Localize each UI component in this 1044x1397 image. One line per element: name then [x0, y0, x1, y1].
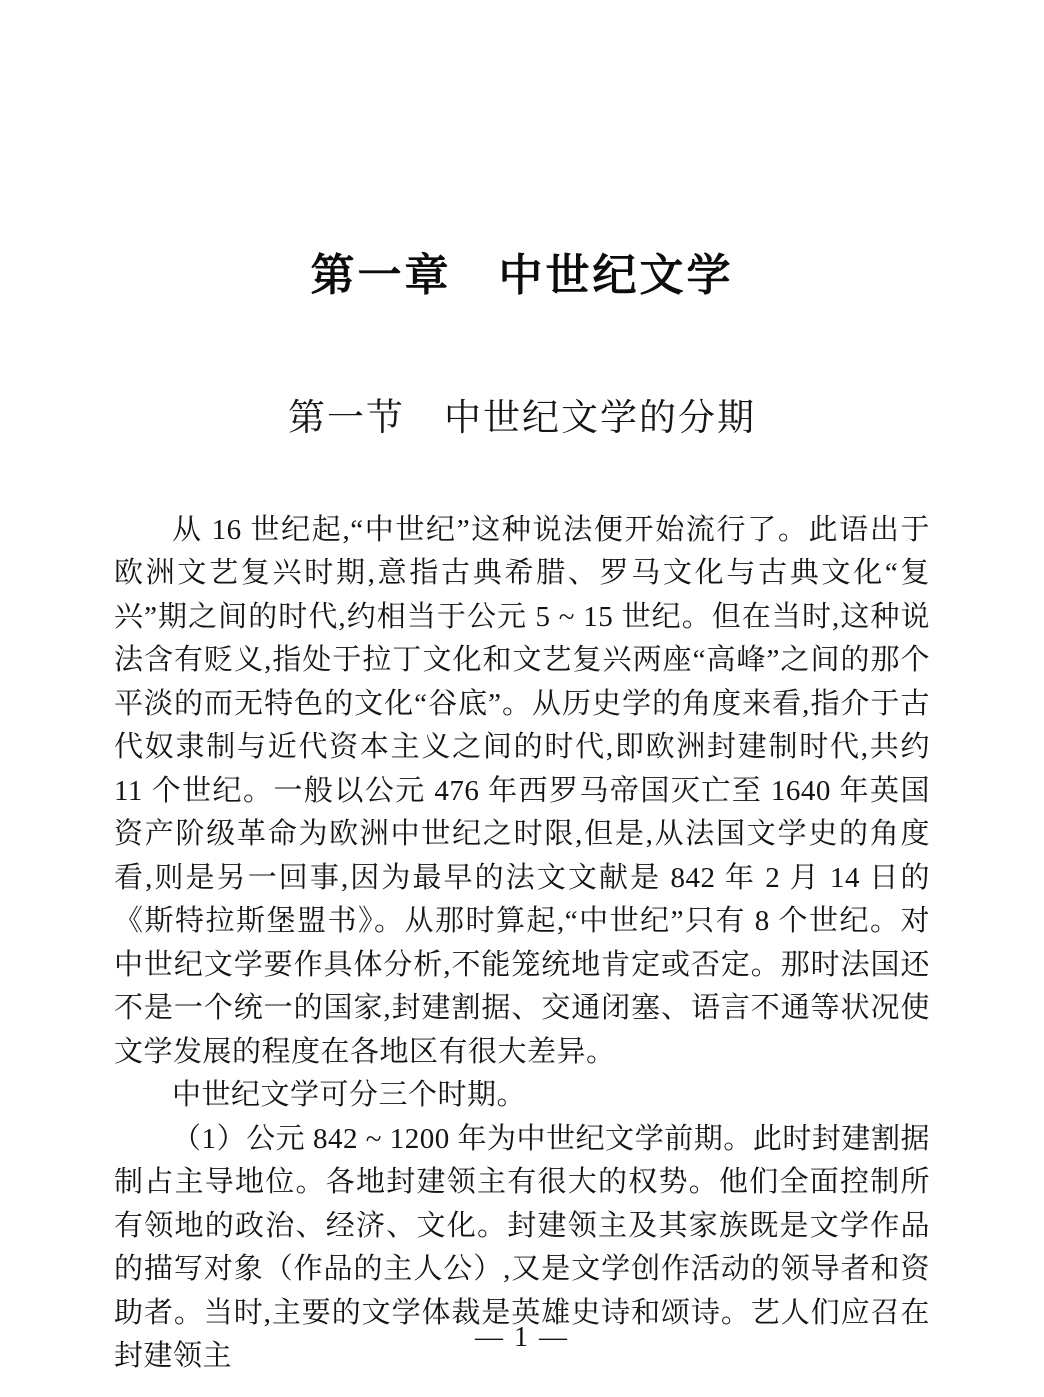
page-content: [0, 29, 1044, 1378]
chapter-title: 第一章 中世纪文学: [310, 251, 734, 301]
page-number: — 1 —: [475, 1322, 569, 1353]
body-paragraph: 从 16 世纪起,“中世纪”这种说法便开始流行了。此语出于欧洲文艺复兴时期,意指古典希腊、罗马文化与古典文化“复兴”期之间的时代,约相当于公元 5 ~ 15 世纪。但在当时,这种说法含有贬义,指处于拉丁文化和文艺复兴两座“高峰”之间的那个平淡的而无特色的文化“谷底”。从历史学的角度来看,指介于古代奴隶制与近代资本主义之间的时代,即欧洲封建制时代,共约 11 个世纪。一般以公元 476 年西罗马帝国灭亡至 1640 年英国资产阶级革命为欧洲中世纪之时限,但是,从法国文学史的角度看,则是另一回事,因为最早的法文文献是 842 年 2 月 14 日的《斯特拉斯堡盟书》。从那时算起,“中世纪”只有 8 个世纪。对中世纪文学要作具体分析,不能笼统地肯定或否定。那时法国还不是一个统一的国家,封建割据、交通闭塞、语言不通等状况使文学发展的程度在各地区有很大差异。: [114, 513, 930, 1068]
body-paragraph: （1）公元 842 ~ 1200 年为中世纪文学前期。此时封建割据制占主导地位。各地封建领主有很大的权势。他们全面控制所有领地的政治、经济、文化。封建领主及其家族既是文学作品的描写对象（作品的主人公）,又是文学创作活动的领导者和资助者。当时,主要的文学体裁是英雄史诗和颂诗。艺人们应召在封建领主: [114, 1122, 930, 1373]
body-text: [114, 509, 930, 1379]
section-title: 第一节 中世纪文学的分期: [288, 398, 756, 440]
body-paragraph: 中世纪文学可分三个时期。: [172, 1079, 527, 1112]
